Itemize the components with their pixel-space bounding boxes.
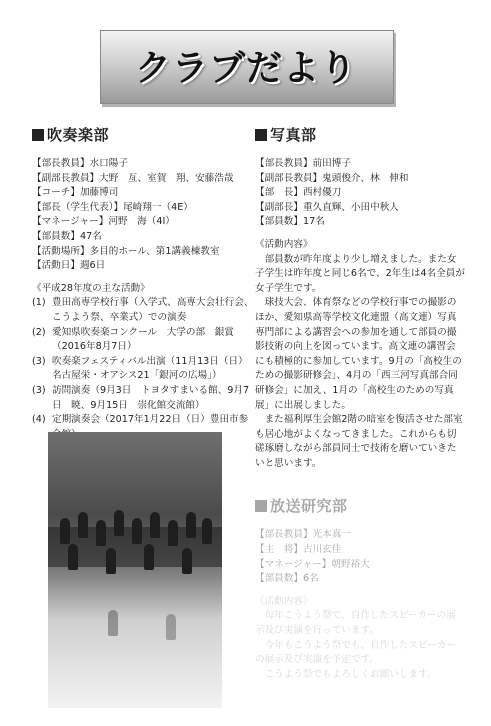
paragraph: 部員数が昨年度より少し増えました。また女子学生は昨年度と同じ6名で、2年生は4名全員が女子学生です。 — [255, 253, 465, 294]
meta-line: 【部長教員】光本真一 — [255, 529, 351, 541]
brass-meta — [32, 157, 254, 274]
paragraph: 今年もこうよう祭でも、自作したスピーカーの展示及び実演を予定です。 — [255, 639, 456, 666]
list-num: (2) — [32, 326, 46, 338]
photo-club-heading — [255, 124, 465, 145]
paragraph: こうよう祭でもよろしくお願いします。 — [264, 668, 437, 680]
meta-line: 【部員数】17名 — [255, 216, 325, 228]
photo-figure — [186, 512, 196, 538]
list-num: (1) — [32, 297, 46, 309]
square-bullet-icon — [255, 500, 267, 512]
broadcast-heading-text: 放送研究部 — [270, 497, 348, 516]
list-text: 訪問演奏（9月3日 トヨタすまいる館、9月7日 暁、9月15日 崇化館交流館） — [52, 384, 250, 411]
meta-line: 【部長教員】水口陽子 — [32, 158, 128, 169]
photo-figure — [132, 518, 142, 544]
meta-line: 【部員数】47名 — [32, 230, 102, 242]
meta-line: 【副部長】重久直輝、小田中秋人 — [255, 201, 399, 213]
photo-figure — [96, 520, 106, 546]
list-item — [32, 296, 254, 325]
brass-heading — [32, 124, 254, 145]
photo-club-section — [255, 124, 465, 682]
photo-figure — [78, 512, 88, 538]
brass-activities-list — [32, 296, 254, 442]
photo-figure — [68, 544, 78, 570]
brass-activities-title: 《平成28年度の主な活動》 — [32, 282, 150, 294]
brass-section — [32, 124, 254, 442]
list-num: (3) — [32, 355, 46, 367]
meta-line: 【部 長】西村優刀 — [255, 187, 342, 199]
photo-figure — [144, 544, 154, 570]
square-bullet-icon — [255, 129, 267, 141]
meta-line: 【部員数】6名 — [255, 573, 319, 585]
meta-line: 【部長（学生代表）】尾崎翔一（4E） — [32, 201, 193, 213]
meta-line: 【マネージャー】朝野裕大 — [255, 558, 370, 570]
meta-line: 【活動日】週6日 — [32, 260, 106, 272]
photo-club-activities-title: 《活動内容》 — [255, 238, 313, 250]
photo-figure — [108, 610, 118, 636]
paragraph: 球技大会、体育祭などの学校行事での撮影のほか、愛知県高等学校文化連盟（高文連）写真専門部による講習会への参加を通して部員の撮影技術の向上を図っています。高文連の講習会にも積極的に参加しています。9月の「高校生のための撮影研修会」、4月の「西三河写真部合同研修会」に加え、1月の「高校生のための写真展」に出展しました。 — [255, 297, 462, 411]
band-photo — [48, 432, 222, 708]
list-text: 吹奏楽フェスティバル出演（11月13日（日）名古屋栄・オアシス21「銀河の広場」） — [52, 355, 248, 382]
list-item — [32, 384, 254, 413]
photo-club-heading-text: 写真部 — [270, 126, 317, 144]
photo-figure — [60, 518, 70, 544]
photo-figure — [114, 510, 124, 536]
meta-line: 【主 将】古川玄佳 — [255, 544, 342, 556]
photo-figure — [166, 614, 176, 640]
photo-figure — [168, 520, 178, 546]
meta-line: 【副部長教員】大野 亙、室賀 翔、安藤浩哉 — [32, 172, 234, 184]
paragraph: また福利厚生会館2階の暗室を復活させた部室も居心地がよくなってきました。これからも切磋琢磨しながら部員同士で技術を磨いていきたいと思います。 — [255, 414, 463, 469]
broadcast-heading — [255, 495, 465, 516]
brass-heading-text: 吹奏楽部 — [47, 126, 110, 144]
list-item — [32, 355, 254, 384]
paragraph: 毎年こうよう祭で、自作したスピーカーの展示及び実演を行っています。 — [255, 610, 456, 637]
page-title: クラブだより — [134, 48, 357, 89]
list-num: (4) — [32, 414, 46, 426]
meta-line: 【マネージャー】河野 海（4I） — [32, 216, 175, 228]
broadcast-activities-title: 《活動内容》 — [255, 595, 313, 607]
meta-line: 【コーチ】加藤博司 — [32, 187, 119, 199]
broadcast-activities — [255, 595, 465, 683]
photo-figure — [150, 512, 160, 538]
meta-line: 【部長教員】前田博子 — [255, 158, 351, 169]
photo-figure — [106, 548, 116, 574]
photo-figure — [202, 518, 212, 544]
photo-figure — [182, 548, 192, 574]
list-text: 定期演奏会（2017年1月22日（日）豊田市参 — [52, 414, 249, 426]
meta-line: 【副部長教員】鬼頭俊介、林 伸和 — [255, 172, 409, 184]
broadcast-meta — [255, 528, 465, 586]
list-text: 愛知県吹奏楽コンクール 大学の部 銀賞（2016年8月7日） — [52, 326, 234, 353]
photo-club-meta — [255, 157, 465, 230]
square-bullet-icon — [32, 129, 44, 141]
list-num: (3) — [32, 384, 46, 396]
meta-line: 【活動場所】多目的ホール、第1講義棟教室 — [32, 245, 220, 257]
list-text: 豊田高専学校行事（入学式、高専大会壮行会、こうよう祭、卒業式）での演奏 — [52, 297, 254, 323]
list-item — [32, 326, 254, 355]
